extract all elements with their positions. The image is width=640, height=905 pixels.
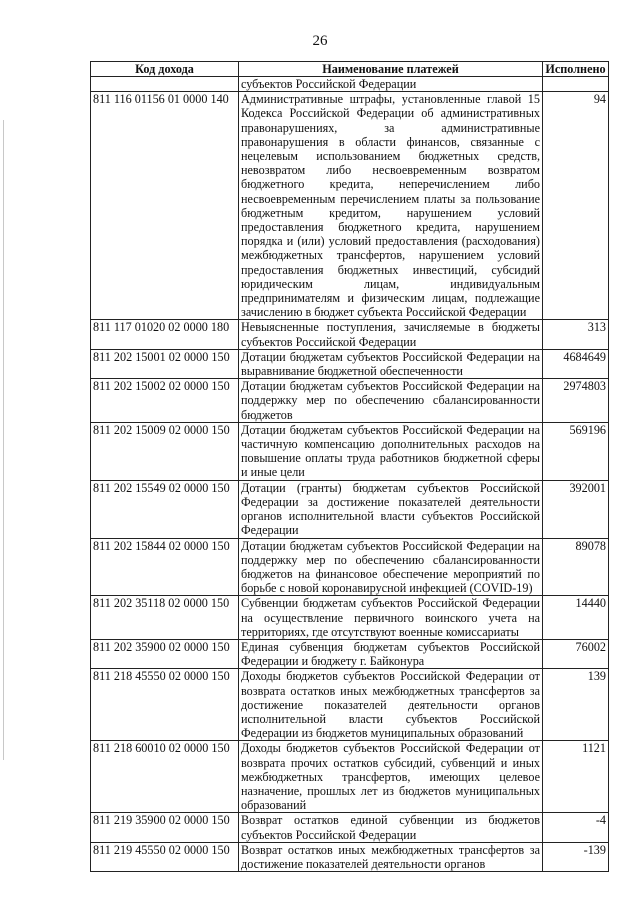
row-name: Административные штрафы, установленные главой 15 Кодекса Российской Федерации об административных правонарушениях, за административные правонарушения в области финансов, связанные с нецелевым использованием бюджетных средств, невозвратом либо несвоевременным возвратом бюджетного кредита, неперечислением либо несвоевременным перечислением платы за пользование бюджетным кредитом, нарушением условий предоставления бюджетного кредита, нарушением порядка и (или) условий предоставления (расходования) межбюджетных трансфертов, нарушением условий предоставления бюджетных инвестиций, субсидий юридическим лицам, индивидуальным предпринимателям и физическим лицам, подлежащие зачислению в бюджет субъекта Российской Федерации bbox=[239, 92, 543, 320]
row-amount: 4684649 bbox=[543, 349, 609, 378]
row-code: 811 116 01156 01 0000 140 bbox=[91, 92, 239, 320]
row-name: Невыясненные поступления, зачисляемые в бюджеты субъектов Российской Федерации bbox=[239, 320, 543, 349]
row-name: Дотации (гранты) бюджетам субъектов Российской Федерации за достижение показателей деятельности органов исполнительной власти субъектов Российской Федерации bbox=[239, 480, 543, 538]
row-amount: -139 bbox=[543, 842, 609, 871]
row-name: Дотации бюджетам субъектов Российской Федерации на поддержку мер по обеспечению сбалансированности бюджетов на финансовое обеспечение мероприятий по борьбе с новой коронавирусной инфекцией (COVID-19) bbox=[239, 538, 543, 596]
row-name: Доходы бюджетов субъектов Российской Федерации от возврата остатков иных межбюджетных трансфертов за достижение показателей деятельности органов исполнительной власти субъектов Российской Федерации из бюджетов муниципальных образований bbox=[239, 669, 543, 741]
header-name: Наименование платежей bbox=[239, 62, 543, 77]
row-name: Дотации бюджетам субъектов Российской Федерации на выравнивание бюджетной обеспеченности bbox=[239, 349, 543, 378]
row-code: 811 117 01020 02 0000 180 bbox=[91, 320, 239, 349]
table-row bbox=[91, 379, 609, 423]
table-row bbox=[91, 92, 609, 320]
row-amount: 313 bbox=[543, 320, 609, 349]
table-row bbox=[91, 741, 609, 813]
row-amount bbox=[543, 77, 609, 92]
row-name: Единая субвенция бюджетам субъектов Российской Федерации и бюджету г. Байконура bbox=[239, 639, 543, 668]
row-code bbox=[91, 77, 239, 92]
row-code: 811 202 35900 02 0000 150 bbox=[91, 639, 239, 668]
row-name: Субвенции бюджетам субъектов Российской Федерации на осуществление первичного воинского учета на территориях, где отсутствуют военные комиссариаты bbox=[239, 596, 543, 640]
row-amount: 76002 bbox=[543, 639, 609, 668]
table-header-row bbox=[91, 62, 609, 77]
row-amount: 392001 bbox=[543, 480, 609, 538]
table-row bbox=[91, 813, 609, 842]
row-amount: 89078 bbox=[543, 538, 609, 596]
row-amount: 94 bbox=[543, 92, 609, 320]
table-row bbox=[91, 422, 609, 480]
row-name: Возврат остатков единой субвенции из бюджетов субъектов Российской Федерации bbox=[239, 813, 543, 842]
table-row bbox=[91, 480, 609, 538]
row-code: 811 218 45550 02 0000 150 bbox=[91, 669, 239, 741]
table-row bbox=[91, 639, 609, 668]
row-code: 811 202 15844 02 0000 150 bbox=[91, 538, 239, 596]
row-code: 811 219 35900 02 0000 150 bbox=[91, 813, 239, 842]
row-amount: 139 bbox=[543, 669, 609, 741]
row-code: 811 202 15001 02 0000 150 bbox=[91, 349, 239, 378]
row-amount: 14440 bbox=[543, 596, 609, 640]
revenue-table bbox=[90, 61, 609, 872]
row-name: Доходы бюджетов субъектов Российской Федерации от возврата прочих остатков субсидий, субвенций и иных межбюджетных трансфертов, имеющих целевое назначение, прошлых лет из бюджетов муниципальных образований bbox=[239, 741, 543, 813]
row-code: 811 202 15002 02 0000 150 bbox=[91, 379, 239, 423]
row-amount: 569196 bbox=[543, 422, 609, 480]
row-name: Возврат остатков иных межбюджетных трансфертов за достижение показателей деятельности органов bbox=[239, 842, 543, 871]
header-code: Код дохода bbox=[91, 62, 239, 77]
row-amount: -4 bbox=[543, 813, 609, 842]
row-code: 811 202 15549 02 0000 150 bbox=[91, 480, 239, 538]
page-number: 26 bbox=[312, 33, 328, 49]
row-name: Дотации бюджетам субъектов Российской Федерации на частичную компенсацию дополнительных расходов на повышение оплаты труда работников бюджетной сферы и иные цели bbox=[239, 422, 543, 480]
table-row bbox=[91, 596, 609, 640]
row-code: 811 202 15009 02 0000 150 bbox=[91, 422, 239, 480]
row-amount: 1121 bbox=[543, 741, 609, 813]
row-name: Дотации бюджетам субъектов Российской Федерации на поддержку мер по обеспечению сбалансированности бюджетов bbox=[239, 379, 543, 423]
row-name: субъектов Российской Федерации bbox=[239, 77, 543, 92]
table-row bbox=[91, 349, 609, 378]
row-code: 811 202 35118 02 0000 150 bbox=[91, 596, 239, 640]
row-code: 811 218 60010 02 0000 150 bbox=[91, 741, 239, 813]
row-code: 811 219 45550 02 0000 150 bbox=[91, 842, 239, 871]
scan-edge-mark bbox=[3, 120, 4, 760]
table-row bbox=[91, 320, 609, 349]
table-row bbox=[91, 77, 609, 92]
table-row bbox=[91, 669, 609, 741]
table-row bbox=[91, 842, 609, 871]
header-amount: Исполнено bbox=[543, 62, 609, 77]
row-amount: 2974803 bbox=[543, 379, 609, 423]
table-row bbox=[91, 538, 609, 596]
